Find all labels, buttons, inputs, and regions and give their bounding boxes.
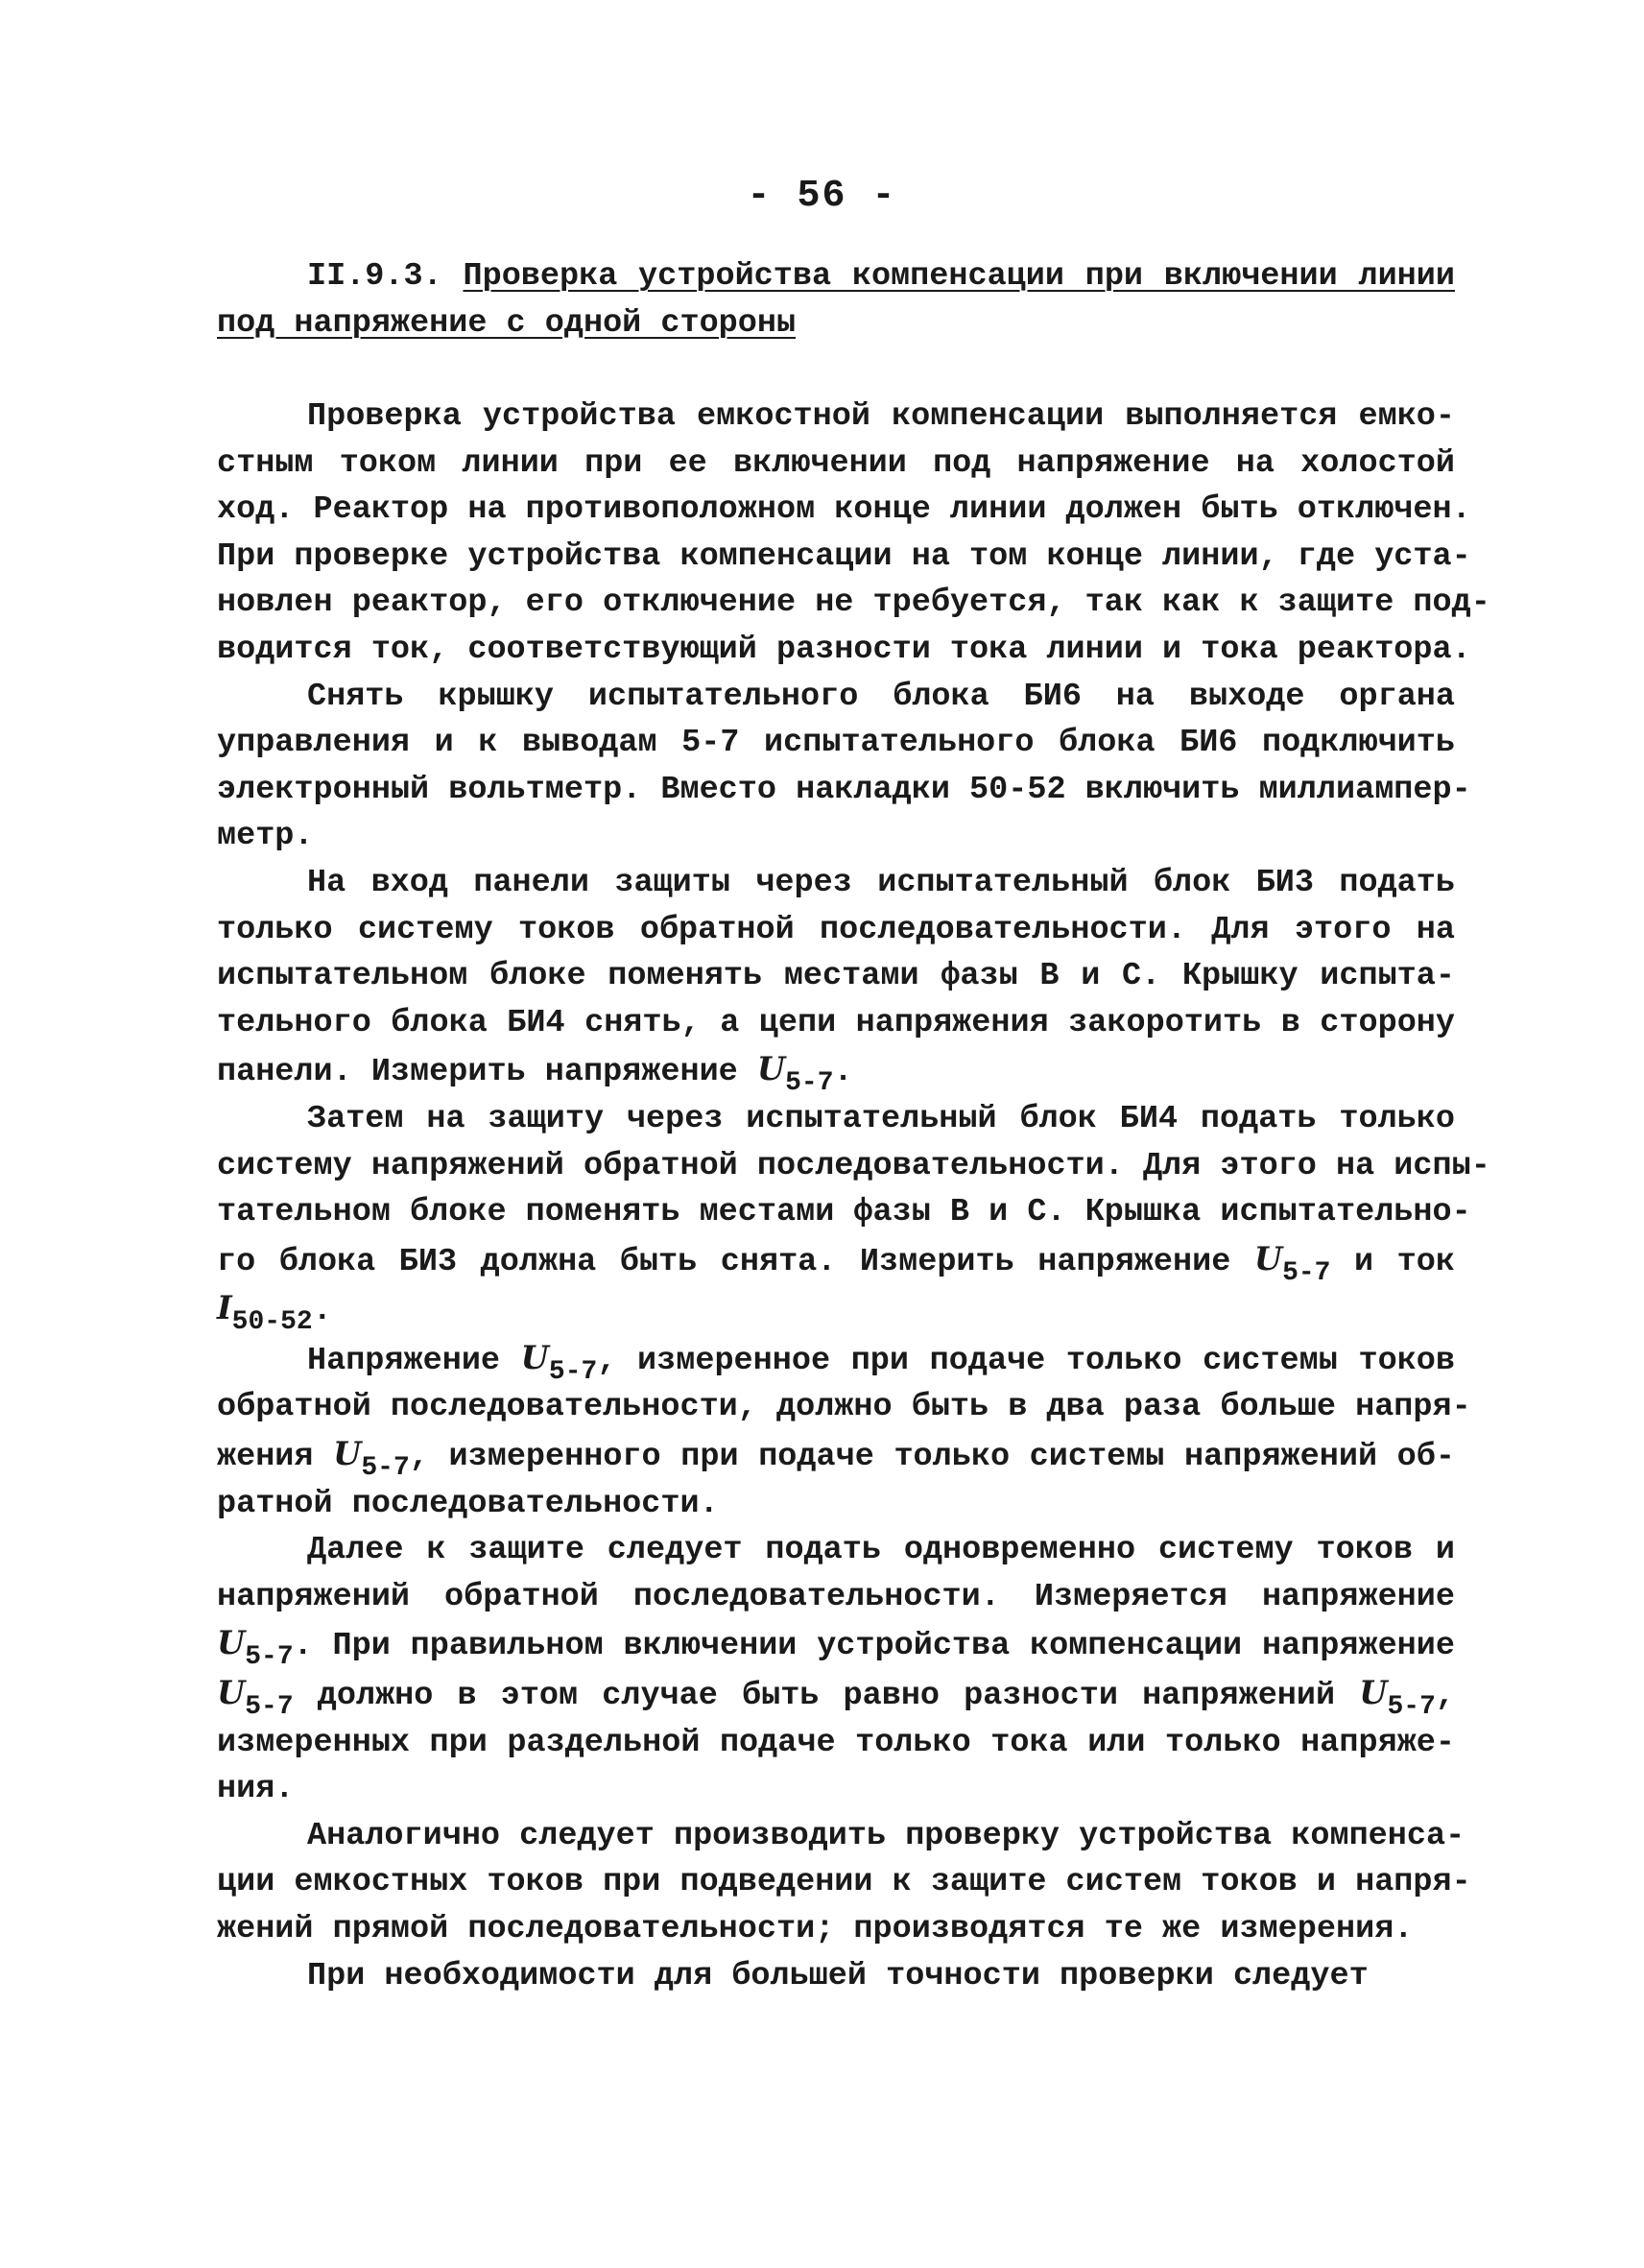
- text-line: Далее к защите следует подать одновременно систему токов и: [307, 1532, 1455, 1569]
- text-segment: Напряжение: [307, 1342, 521, 1379]
- text-line: жений прямой последовательности; производятся те же измерения.: [217, 1911, 1414, 1947]
- paragraph-3: [217, 860, 1455, 1099]
- voltage-symbol: U: [1359, 1674, 1388, 1712]
- voltage-subscript: 5-7: [245, 1692, 294, 1723]
- text-line: ния.: [217, 1771, 295, 1808]
- voltage-subscript: 5-7: [785, 1068, 834, 1099]
- voltage-symbol: U: [756, 1050, 786, 1088]
- text-line: [217, 1670, 1455, 1723]
- current-symbol: I: [217, 1289, 232, 1327]
- voltage-symbol: U: [217, 1624, 246, 1662]
- text-line: [217, 1431, 1455, 1484]
- text-segment: должно в этом случае быть равно разности напряжений: [293, 1678, 1360, 1715]
- voltage-symbol: U: [520, 1338, 549, 1376]
- text-line: При проверке устройства компенсации на том конце линии, где уста-: [217, 537, 1471, 575]
- heading-title-part-2: под напряжение с одной стороны: [217, 304, 797, 342]
- paragraph-4: [217, 1096, 1490, 1338]
- text-line: метр.: [217, 818, 314, 855]
- text-segment: панели. Измерить напряжение: [217, 1054, 757, 1091]
- text-line: только систему токов обратной последовательности. Для этого на: [217, 911, 1455, 948]
- text-line: испытательном блоке поменять местами фазы В и С. Крышку испыта-: [217, 958, 1455, 995]
- page-number: - 56 -: [747, 175, 897, 218]
- body-text: [217, 394, 1490, 1999]
- text-line: измеренных при раздельной подаче только тока или только напряже-: [217, 1724, 1455, 1761]
- text-line: напряжений обратной последовательности. Измеряется напряжение: [217, 1578, 1455, 1615]
- paragraph-5: [217, 1335, 1471, 1527]
- text-line: управления и к выводам 5-7 испытательного блока БИ6 подключить: [217, 725, 1455, 762]
- section-heading: [217, 253, 1455, 346]
- text-line: тельного блока БИ4 снять, а цепи напряжения закоротить в сторону: [217, 1004, 1455, 1041]
- paragraph-8: [217, 1953, 1455, 2000]
- voltage-subscript: 5-7: [548, 1356, 598, 1387]
- text-line: тательном блоке поменять местами фазы В и С. Крышка испытательно-: [217, 1194, 1471, 1231]
- current-subscript: 50-52: [231, 1307, 313, 1338]
- text-line: ход. Реактор на противоположном конце линии должен быть отключен.: [217, 491, 1471, 529]
- text-line: Снять крышку испытательного блока БИ6 на выходе органа: [307, 678, 1455, 715]
- text-line: На вход панели защиты через испытательный блок БИ3 подать: [307, 864, 1455, 901]
- text-line: Проверка устройства емкостной компенсации выполняется емко-: [307, 398, 1455, 435]
- text-line: При необходимости для большей точности проверки следует: [307, 1957, 1369, 1994]
- text-line: [217, 1236, 1455, 1286]
- text-segment: жения: [217, 1439, 334, 1476]
- text-segment: .: [312, 1293, 332, 1330]
- text-segment: го блока БИ3 должна быть снята. Измерить напряжение: [217, 1243, 1254, 1280]
- voltage-subscript: 5-7: [361, 1453, 410, 1484]
- text-segment: . При правильном включении устройства компенсации напряжение: [293, 1628, 1455, 1665]
- text-line: стным током линии при ее включении под напряжение на холостой: [217, 444, 1455, 482]
- paragraph-7: [217, 1813, 1471, 1953]
- paragraph-2: [217, 674, 1471, 860]
- text-segment: , измеренного при подаче только системы напряжений об-: [409, 1439, 1455, 1476]
- text-line: [217, 1335, 1455, 1385]
- heading-line-2: [217, 300, 1455, 347]
- voltage-symbol: U: [1253, 1239, 1283, 1277]
- text-line: [217, 1620, 1455, 1673]
- voltage-subscript: 5-7: [245, 1642, 294, 1673]
- voltage-symbol: U: [333, 1435, 362, 1473]
- text-line: систему напряжений обратной последовательности. Для этого на испы-: [217, 1147, 1490, 1184]
- paragraph-6: [217, 1527, 1455, 1813]
- text-segment: и ток: [1330, 1243, 1455, 1280]
- text-line: водится ток, соответствующий разности тока линии и тока реактора.: [217, 631, 1471, 668]
- heading-title-part-1: Проверка устройства компенсации при включении линии: [463, 258, 1455, 295]
- text-line: Аналогично следует производить проверку устройства компенса-: [307, 1817, 1465, 1854]
- text-line: ции емкостных токов при подведении к защите систем токов и напря-: [217, 1864, 1471, 1901]
- voltage-symbol: U: [217, 1674, 246, 1712]
- text-line: электронный вольтметр. Вместо накладки 50-52 включить миллиампер-: [217, 771, 1471, 808]
- text-line: новлен реактор, его отключение не требуется, так как к защите под-: [217, 585, 1490, 622]
- voltage-subscript: 5-7: [1387, 1692, 1436, 1723]
- paragraph-1: [217, 394, 1490, 674]
- voltage-subscript: 5-7: [1282, 1257, 1331, 1288]
- text-line: ратной последовательности.: [217, 1485, 719, 1522]
- text-line: [217, 1046, 1455, 1099]
- heading-line-1: [217, 253, 1455, 300]
- text-segment: .: [833, 1054, 853, 1091]
- text-line: [217, 1285, 1455, 1338]
- heading-number: II.9.3.: [307, 258, 442, 295]
- text-segment: ,: [1435, 1678, 1455, 1715]
- text-segment: , измеренное при подаче только системы токов: [597, 1342, 1456, 1379]
- text-line: обратной последовательности, должно быть в два раза больше напря-: [217, 1389, 1471, 1426]
- text-line: Затем на защиту через испытательный блок БИ4 подать только: [307, 1100, 1455, 1137]
